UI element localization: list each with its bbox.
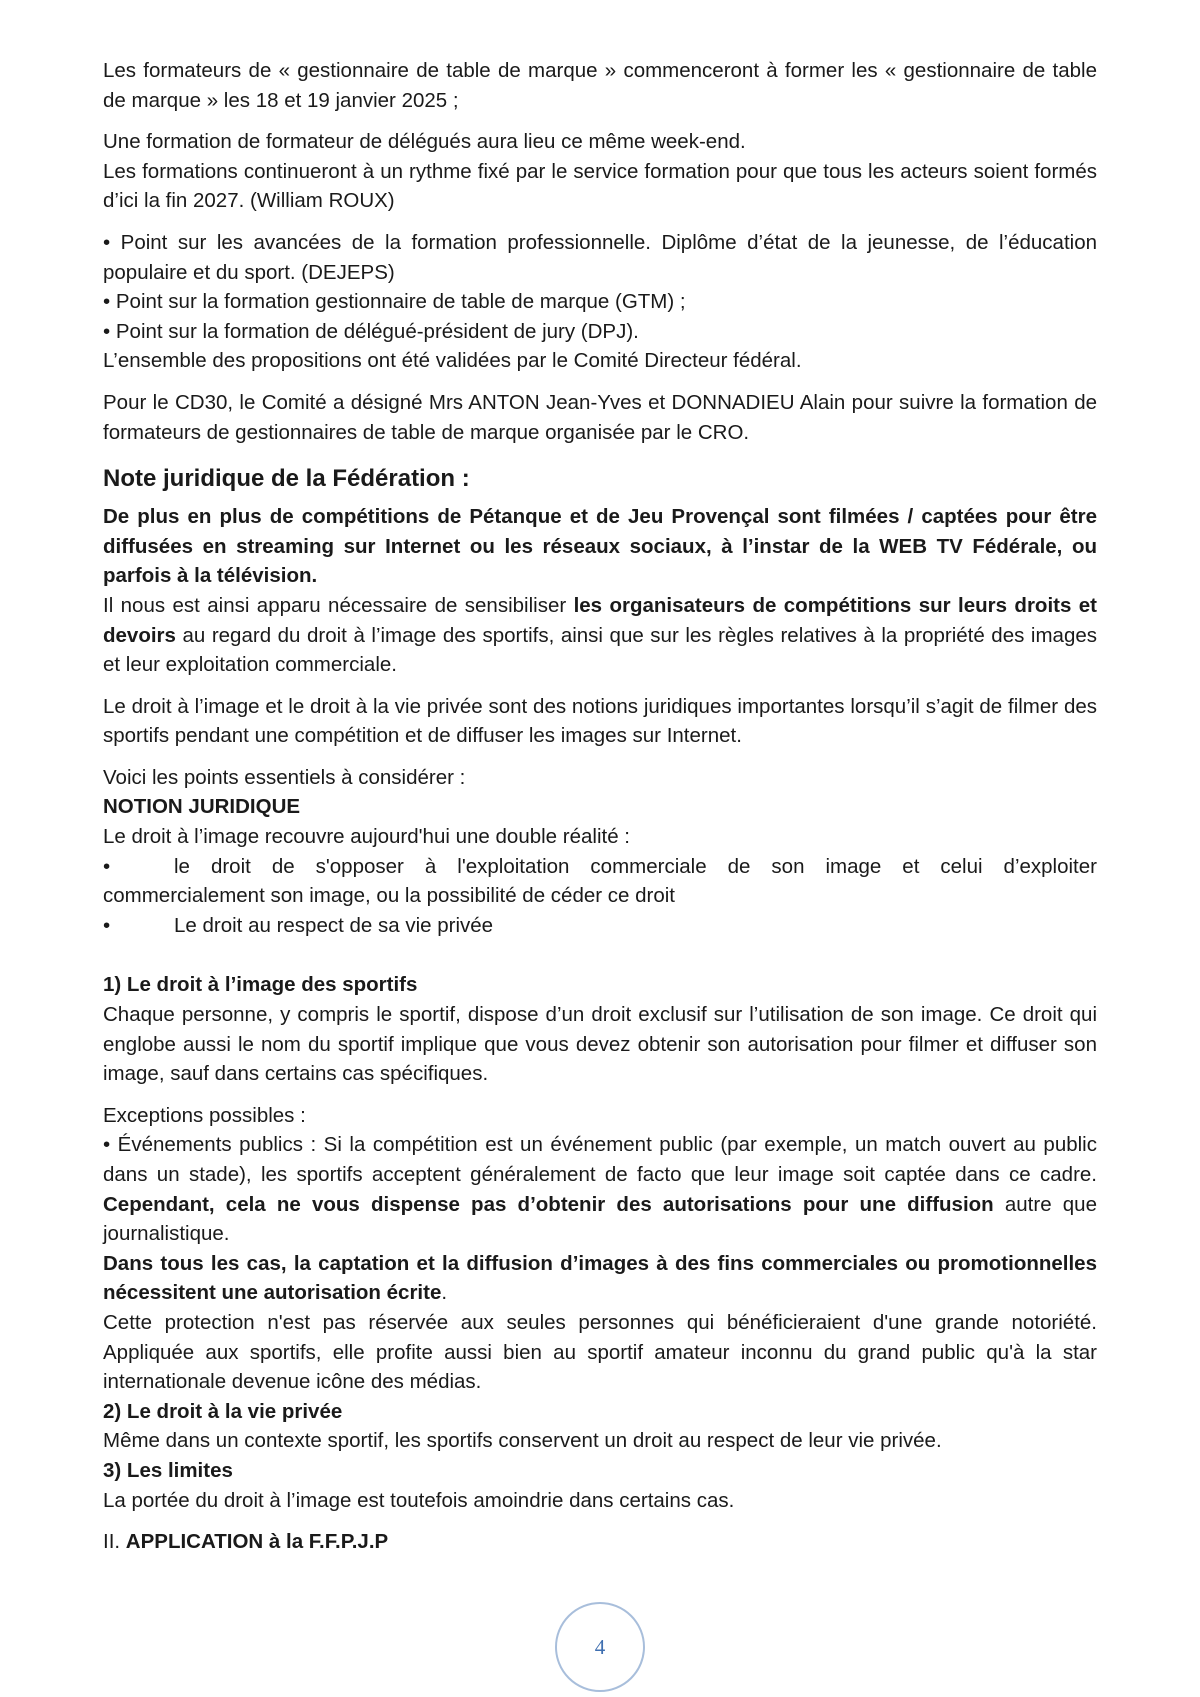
- paragraph-vie-privee: Même dans un contexte sportif, les sportifs conservent un droit au respect de leur vie privée.: [103, 1429, 942, 1453]
- paragraph-droit-exclusif: Chaque personne, y compris le sportif, dispose d’un droit exclusif sur l’utilisation de son image. Ce droit qui englobe aussi le nom du sportif implique que vous devez obtenir son autorisation pour filmer et diffuser son image, sauf dans certains cas spécifiques.: [103, 1003, 1097, 1086]
- paragraph-double-realite: Le droit à l’image recouvre aujourd'hui une double réalité :: [103, 825, 630, 849]
- section-title-vie-privee: [103, 1397, 1097, 1427]
- paragraph-limites: La portée du droit à l’image est toutefois amoindrie dans certains cas.: [103, 1488, 735, 1512]
- paragraph-notoriete: Cette protection n'est pas réservée aux seules personnes qui bénéficieraient d'une grande notoriété. Appliquée aux sportifs, elle profite aussi bien au sportif amateur inconnu du grand public qu'à la star internationale devenue icône des médias.: [103, 1310, 1097, 1394]
- list-item-dejeps: • Point sur les avancées de la formation professionnelle. Diplôme d’état de la jeunesse, de l’éducation populaire et du sport. (DEJEPS): [103, 230, 1097, 284]
- section-heading-note-juridique: Note juridique de la Fédération :: [103, 465, 470, 493]
- paragraph-cd30: Pour le CD30, le Comité a désigné Mrs ANTON Jean-Yves et DONNADIEU Alain pour suivre la formation de formateurs de gestionnaires de table de marque organisée par le CRO.: [103, 390, 1097, 444]
- page-number-badge: [555, 1602, 645, 1692]
- paragraph-sensibiliser: [103, 591, 1097, 680]
- paragraph-autorisation-ecrite: [103, 1249, 1097, 1308]
- bullet-text-vie-privee: Le droit au respect de sa vie privée: [174, 913, 494, 937]
- autorisation-bold-text: Dans tous les cas, la captation et la diffusion d’images à des fins commerciales ou promotionnelles nécessitent une autorisation écrite: [103, 1251, 1097, 1305]
- page-number-text: 4: [594, 1634, 606, 1659]
- evenements-bold-text: Cependant, cela ne vous dispense pas d’obtenir des autorisations pour une diffusion: [103, 1192, 994, 1216]
- application-prefix: II.: [103, 1530, 126, 1554]
- list-item-dpj: • Point sur la formation de délégué-président de jury (DPJ).: [103, 319, 639, 343]
- sensibiliser-text-end: au regard du droit à l’image des sportifs, ainsi que sur les règles relatives à la propriété des images et leur exploitation commerciale.: [103, 623, 1097, 677]
- bullet-dot: •: [103, 913, 111, 937]
- autorisation-period: .: [441, 1281, 448, 1305]
- section-title-droit-image: [103, 970, 1097, 1000]
- document-page: [103, 56, 1097, 1557]
- bullet-dot: •: [103, 854, 111, 878]
- paragraph-validation: L’ensemble des propositions ont été validées par le Comité Directeur fédéral.: [103, 349, 802, 373]
- section-title-vie-privee-bold: 2) Le droit à la vie privée: [103, 1399, 343, 1423]
- bullet-text-opposition-continued: commercialement son image, ou la possibilité de céder ce droit: [103, 884, 675, 908]
- paragraph-delegate-training: Une formation de formateur de délégués aura lieu ce même week-end.: [103, 130, 746, 154]
- section-title-droit-image-bold: 1) Le droit à l’image des sportifs: [103, 973, 418, 997]
- evenements-text: • Événements publics : Si la compétition est un événement public (par exemple, un match ouvert au public dans un stade), les sportifs acceptent généralement de facto que leur image soit captée dans ce cadre.: [103, 1133, 1097, 1186]
- bullet-item-vie-privee: [103, 911, 1097, 941]
- application-bold: APPLICATION à la F.F.P.J.P: [125, 1530, 389, 1554]
- paragraph-droit-image: Le droit à l’image et le droit à la vie privée sont des notions juridiques importantes lorsqu’il s’agit de filmer des sportifs pendant une compétition et de diffuser les images sur Internet.: [103, 694, 1097, 748]
- paragraph-training-schedule: Les formations continueront à un rythme fixé par le service formation pour que tous les acteurs soient formés d’ici la fin 2027. (William ROUX): [103, 159, 1097, 213]
- list-item-gtm: • Point sur la formation gestionnaire de table de marque (GTM) ;: [103, 290, 686, 314]
- section-title-limites-bold: 3) Les limites: [103, 1458, 233, 1482]
- section-title-application: [103, 1527, 1097, 1557]
- sensibiliser-bold-text: les organisateurs de compétitions sur leurs droits et devoirs: [103, 593, 1097, 647]
- paragraph-intro-bold: [103, 502, 1097, 591]
- bullet-item-opposition: [103, 852, 1097, 882]
- paragraph-points-essentiels: Voici les points essentiels à considérer :: [103, 765, 466, 789]
- exceptions-title: Exceptions possibles :: [103, 1103, 306, 1127]
- paragraph-evenements-publics: [103, 1130, 1097, 1248]
- section-title-limites: [103, 1456, 1097, 1486]
- sensibiliser-text: Il nous est ainsi apparu nécessaire de sensibiliser: [103, 593, 574, 617]
- intro-bold-text: De plus en plus de compétitions de Pétanque et de Jeu Provençal sont filmées / captées pour être diffusées en streaming sur Internet ou les réseaux sociaux, à l’instar de la WEB TV Fédérale, ou parfois à la télévision.: [103, 505, 1097, 588]
- notion-juridique-bold: NOTION JURIDIQUE: [103, 795, 301, 819]
- paragraph-gtm-training: Les formateurs de « gestionnaire de table de marque » commenceront à former les « gestionnaire de table de marque » les 18 et 19 janvier 2025 ;: [103, 59, 1097, 112]
- evenements-text-end: autre que journalistique.: [103, 1192, 1097, 1246]
- notion-juridique-title: [103, 792, 1097, 822]
- bullet-text-opposition: le droit de s'opposer à l'exploitation commerciale de son image et celui d’exploiter: [174, 854, 1097, 878]
